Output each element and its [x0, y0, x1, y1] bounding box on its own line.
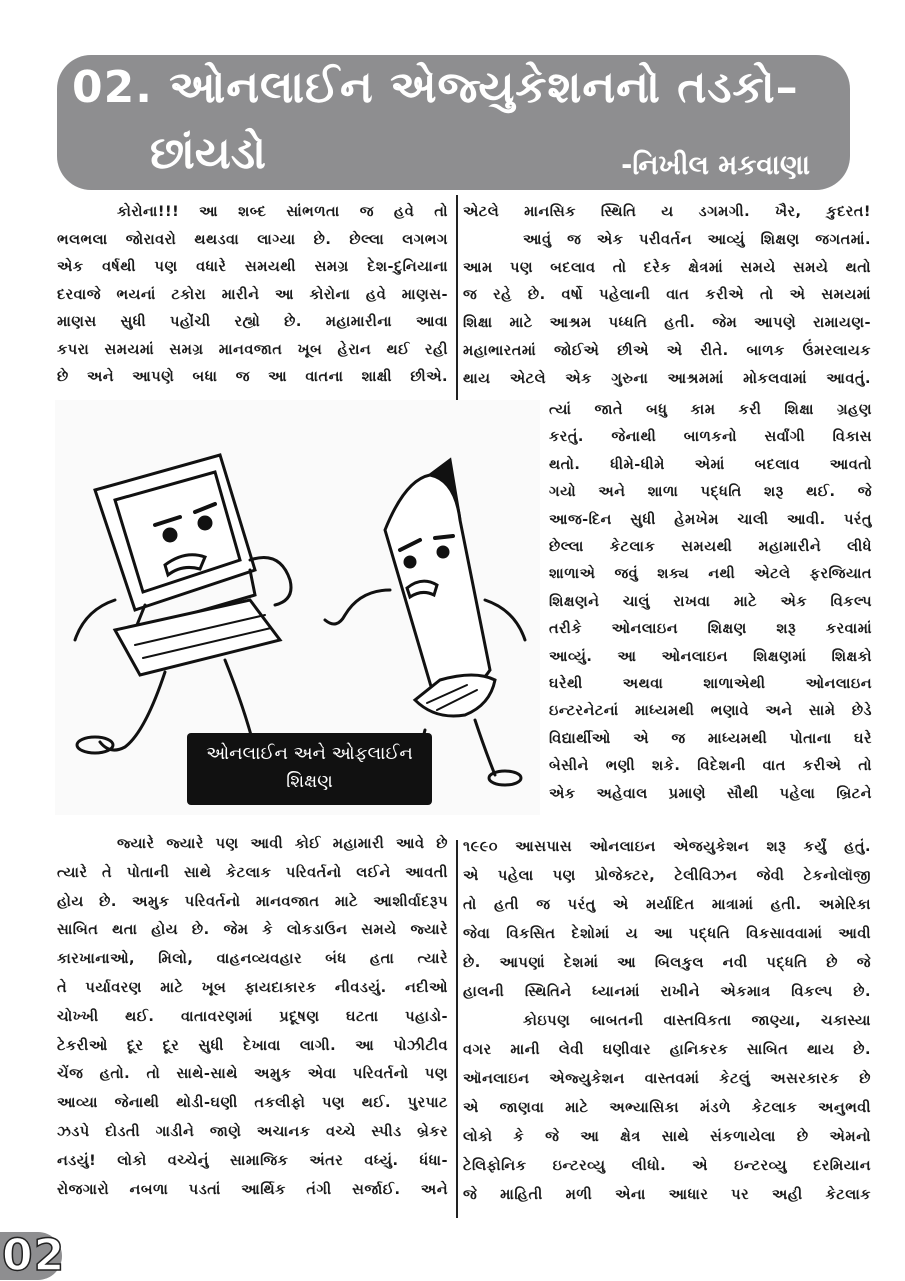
- text-line-content: કારખાનાઓ, મિલો, વાહનવ્યવહાર બંધ હતા ત્યારે: [57, 951, 448, 968]
- text-line-content: એ પહેલા પણ પ્રોજેક્ટર, ટેલીવિઝન જેવી ટેકનોલૉજી: [463, 868, 871, 884]
- text-line-content: ઇન્ટરનેટનાં માધ્યમથી ભણાવે અને સામે છેડે: [549, 703, 872, 720]
- text-line-content: માણસ સુધી પહોંચી રહ્યો છે. મહામારીના આવા: [57, 314, 448, 330]
- text-line-content: ગયો અને શાળા પદ્ધતિ શરૂ થઈ. જે: [549, 484, 872, 501]
- caption-line-2: શિક્ષણ: [286, 771, 333, 792]
- text-line-content: ઝડપે દોડતી ગાડીને જાણે અચાનક વચ્ચે સ્પીડ બ્રેકર: [57, 1124, 448, 1140]
- text-line-content: મહાભારતમાં જોઈએ છીએ એ રીતે. બાળક ઉંમરલાયક: [463, 343, 871, 359]
- text-line-content: ત્યાં જાતે બધુ કામ કરી શિક્ષા ગ્રહણ: [549, 402, 872, 418]
- text-line-content: ટેકરીઓ દૂર દૂર સુધી દેખાવા લાગી. આ પોઝીટીવ: [57, 1037, 448, 1054]
- text-line-content: આવ્યા જેનાથી થોડી-ઘણી તકલીફો પણ થઈ. પુરપાટ: [57, 1095, 448, 1112]
- article-title-line-2: છાંયડો: [150, 128, 266, 179]
- text-line-content: થાય એટલે એક ગુરુના આશ્રમમાં મોકલવામાં આવતું.: [463, 370, 871, 387]
- column-divider-top: [456, 195, 458, 410]
- text-line-content: ચોખ્ખી થઈ. વાતાવરણમાં પ્રદૂષણ ઘટતા પહાડો-: [57, 1008, 448, 1025]
- text-line-content: બેસીને ભણી શકે. વિદેશની વાત કરીએ તો: [549, 758, 872, 775]
- text-line-content: ત્યારે તે પોતાની સાથે કેટલાક પરિવર્તનો લઈને આવતી: [57, 864, 448, 881]
- text-line-content: હોય છે. અમુક પરિવર્તનો માનવજાત માટે આશીર્વાદરૂપ: [57, 893, 448, 910]
- text-line-content: જેવા વિકસિત દેશોમાં ય આ પદ્ધતિ વિકસાવવામાં આવી: [463, 926, 871, 942]
- text-line-content: દરવાજે ભયનાં ટકોરા મારીને આ કોરોના હવે માણસ-: [57, 286, 448, 303]
- text-line-content: કોઇપણ બાબતની વાસ્તવિકતા જાણ્યા, ચકાસ્યા: [523, 1013, 871, 1029]
- illustration-caption: [187, 733, 432, 805]
- text-line-content: શાળાએ જવું શક્ય નથી એટલે ફરજિયાત: [549, 566, 872, 583]
- text-line-content: સાબિત થતા હોય છે. જેમ કે લોકડાઉન સમયે જ્યારે: [57, 922, 448, 939]
- author-byline: -નિખીલ મકવાણા: [621, 150, 810, 181]
- text-line-content: આવ્યું. આ ઓનલાઇન શિક્ષણમાં શિક્ષકો: [549, 648, 872, 665]
- text-line-content: ચેંજ હતો. તો સાથે-સાથે અમુક એવા પરિવર્તનો પણ: [57, 1066, 448, 1083]
- text-line-content: રોજગારો નબળા પડતાં આર્થિક તંગી સર્જાઈ. અને: [57, 1181, 448, 1198]
- text-line-content: ઑનલાઇન એજ્યુકેશન વાસ્તવમાં કેટલું અસરકારક છે: [463, 1071, 871, 1087]
- text-line-content: એટલે માનસિક સ્થિતિ ય ડગમગી. ખૈર, કુદરત!: [463, 204, 871, 220]
- text-line-content: હાલની સ્થિતિને ધ્યાનમાં રાખીને એકમાત્ર વિકલ્પ છે.: [463, 984, 871, 1000]
- text-line-content: આજ-દિન સુધી હેમખેમ ચાલી આવી. પરંતુ: [549, 511, 872, 528]
- caption-line-1: ઓનલાઈન અને ઓફલાઈન: [206, 743, 413, 764]
- text-line-content: ૧૯૯૦ આસપાસ ઓનલાઇન એજયુકેશન શરૂ કર્યું હતું.: [463, 839, 871, 855]
- text-line-content: કોરોના!!! આ શબ્દ સાંભળતા જ હવે તો: [117, 204, 448, 220]
- column-divider-bottom: [456, 840, 458, 1218]
- text-line-content: તે પર્યાવરણ માટે ખૂબ ફાયદાકારક નીવડયું. નદીઓ: [57, 980, 448, 996]
- text-line-content: છે અને આપણે બધા જ આ વાતના શાક્ષી છીએ.: [57, 369, 448, 385]
- text-line-content: શિક્ષણને ચાલું રાખવા માટે એક વિકલ્પ: [549, 593, 872, 610]
- text-line-content: ભલભલા જોરાવરો થથડવા લાગ્યા છે. છેલ્લા લગભગ: [57, 231, 448, 248]
- text-line-content: વિદ્યાર્થીઓ એ જ માધ્યમથી પોતાના ઘરે: [549, 730, 872, 747]
- text-line-content: કપરા સમયમાં સમગ્ર માનવજાત ખૂબ હેરાન થઈ રહી: [57, 341, 448, 358]
- text-line-content: કરતું. જેનાથી બાળકનો સર્વાંગી વિકાસ: [549, 429, 872, 446]
- text-line-content: નડયું! લોકો વચ્ચેનું સામાજિક અંતર વધ્યું. ધંધા-: [57, 1152, 448, 1169]
- text-line-content: એ જાણવા માટે અભ્યાસિકા મંડળે કેટલાક અનુભવી: [463, 1100, 871, 1116]
- article-title-line-1: 02. ઓનલાઈન એજ્યુકેશનનો તડકો–: [72, 62, 799, 113]
- text-line-content: એક અહેવાલ પ્રમાણે સૌથી પહેલા બ્રિટને: [549, 785, 872, 802]
- text-line-content: જ્યારે જ્યારે પણ આવી કોઈ મહામારી આવે છે: [117, 836, 448, 852]
- text-line-content: આમ પણ બદલાવ તો દરેક ક્ષેત્રમાં સમયે સમયે થતો: [463, 259, 871, 276]
- text-line-content: વગર માની લેવી ઘણીવાર હાનિકરક સાબિત થાય છે.: [463, 1042, 871, 1058]
- text-line-content: એક વર્ષથી પણ વધારે સમયથી સમગ્ર દેશ-દુનિયાના: [57, 259, 448, 275]
- text-line-content: ટેલિફોનિક ઇન્ટરવ્યુ લીધો. એ ઇન્ટરવ્યુ દરમિયાન: [463, 1158, 871, 1174]
- text-line-content: જે માહિતી મળી એના આધાર પર અહી કેટલાક: [463, 1187, 871, 1203]
- text-line-content: ઘરેથી અથવા શાળાએથી ઓનલાઇન: [549, 676, 872, 692]
- text-line-content: લોકો કે જે આ ક્ષેત્ર સાથે સંકળાયેલા છે એમનો: [463, 1129, 871, 1145]
- text-line-content: થતો. ધીમે-ધીમે એમાં બદલાવ આવતો: [549, 456, 872, 473]
- text-line-content: તો હતી જ પરંતુ એ મર્યાદિત માત્રામાં હતી. અમેરિકા: [463, 897, 871, 913]
- text-line-content: જ રહે છે. વર્ષો પહેલાની વાત કરીએ તો એ સમયમાં: [463, 287, 871, 304]
- text-line-content: શિક્ષા માટે આશ્રમ પધ્ધતિ હતી. જેમ આપણે રામાયણ-: [463, 315, 871, 332]
- page-number-badge: [0, 1230, 66, 1281]
- text-line-content: છેલ્લા કેટલાક સમયથી મહામારીને લીધે: [549, 539, 872, 555]
- page-number: 02: [2, 1230, 66, 1281]
- text-line-content: છે. આપણાં દેશમાં આ બિલકુલ નવી પદ્ધતિ છે જે: [463, 955, 871, 971]
- text-line-content: તરીકે ઓનલાઇન શિક્ષણ શરૂ કરવામાં: [549, 621, 872, 638]
- text-line-content: આવું જ એક પરીવર્તન આવ્યું શિક્ષણ જગતમાં.: [523, 231, 871, 248]
